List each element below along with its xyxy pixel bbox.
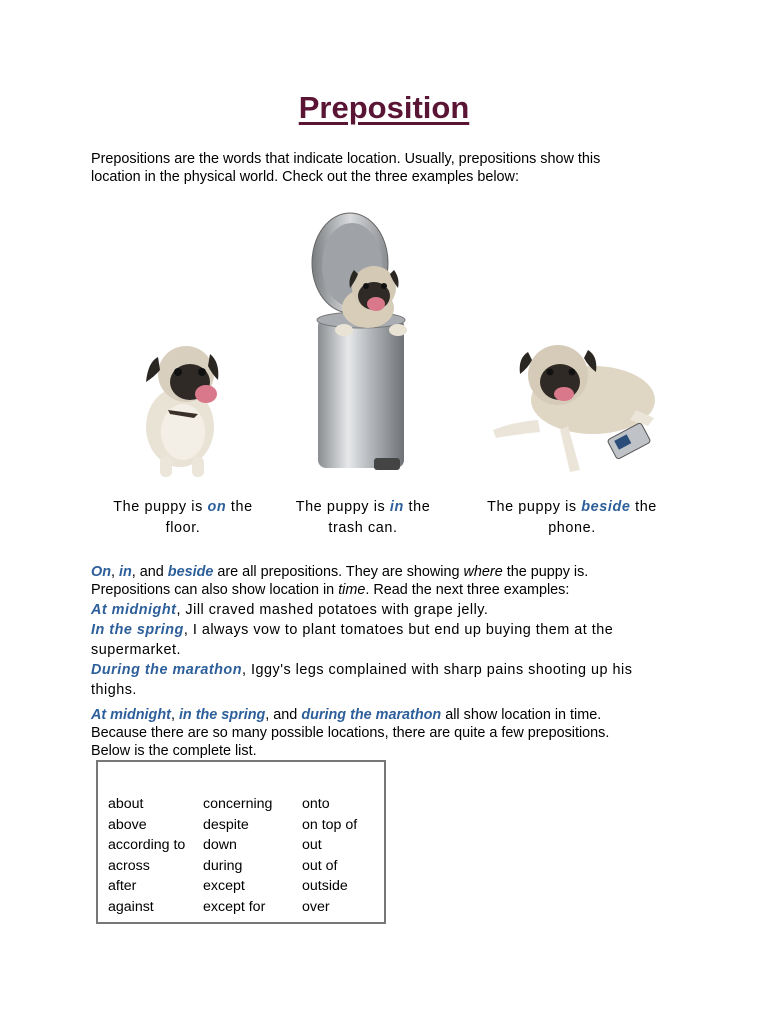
list-item: over xyxy=(302,898,330,915)
list-item: concerning xyxy=(203,796,273,812)
example-sentence-3: During the marathon, Iggy's legs complained with sharp pains shooting up his thighs. xyxy=(91,662,633,698)
preposition-in: in xyxy=(389,499,404,515)
intro-paragraph xyxy=(91,150,691,186)
intro-line-1: Prepositions are the words that indicate location. Usually, prepositions show this xyxy=(91,151,601,167)
list-item: out of xyxy=(302,857,338,874)
preposition-list-box xyxy=(96,760,386,924)
preposition-column-2 xyxy=(203,794,272,917)
list-item: against xyxy=(108,898,154,915)
summary-paragraph: At midnight, in the spring, and during the marathon all show location in time. Because there are so many possible locations, there are quite a few prepositions. Below is the complete list. xyxy=(91,707,610,759)
pug-sitting-on-floor-icon xyxy=(128,332,228,482)
preposition-column-1 xyxy=(108,794,185,917)
caption-beside: The puppy is beside the phone. xyxy=(487,499,657,536)
list-item: onto xyxy=(302,796,330,812)
pug-in-trash-can-icon xyxy=(300,208,430,478)
preposition-on: on xyxy=(207,499,227,515)
example-sentence-2: In the spring, I always vow to plant tomatoes but end up buying them at the supermarket. xyxy=(91,622,614,658)
preposition-column-3 xyxy=(302,794,357,917)
list-item: according to xyxy=(108,837,186,853)
list-item: except xyxy=(203,878,245,894)
explanation-paragraph: On, in, and beside are all prepositions. They are showing where the puppy is. Prepositions can also show location in time. Read the next three examples: xyxy=(91,564,589,598)
list-item: on top of xyxy=(302,816,358,833)
list-item: except for xyxy=(203,898,266,915)
caption-in: The puppy is in the trash can. xyxy=(295,499,431,536)
list-item: after xyxy=(108,878,137,894)
intro-line-2: location in the physical world. Check out the three examples below: xyxy=(91,169,519,185)
example-sentence-1: At midnight, Jill craved mashed potatoes with grape jelly. xyxy=(91,602,489,618)
preposition-beside: beside xyxy=(581,499,631,515)
list-item: across xyxy=(108,857,150,874)
caption-on: The puppy is on the floor. xyxy=(113,499,253,536)
pug-beside-phone-icon xyxy=(488,330,663,480)
list-item: out xyxy=(302,837,322,853)
list-item: during xyxy=(203,857,243,874)
list-item: above xyxy=(108,816,147,833)
example-figures xyxy=(0,200,768,490)
list-item: outside xyxy=(302,878,348,894)
list-item: despite xyxy=(203,816,249,833)
list-item: about xyxy=(108,796,144,812)
page-title: Preposition xyxy=(298,90,470,125)
list-item: down xyxy=(203,837,237,853)
